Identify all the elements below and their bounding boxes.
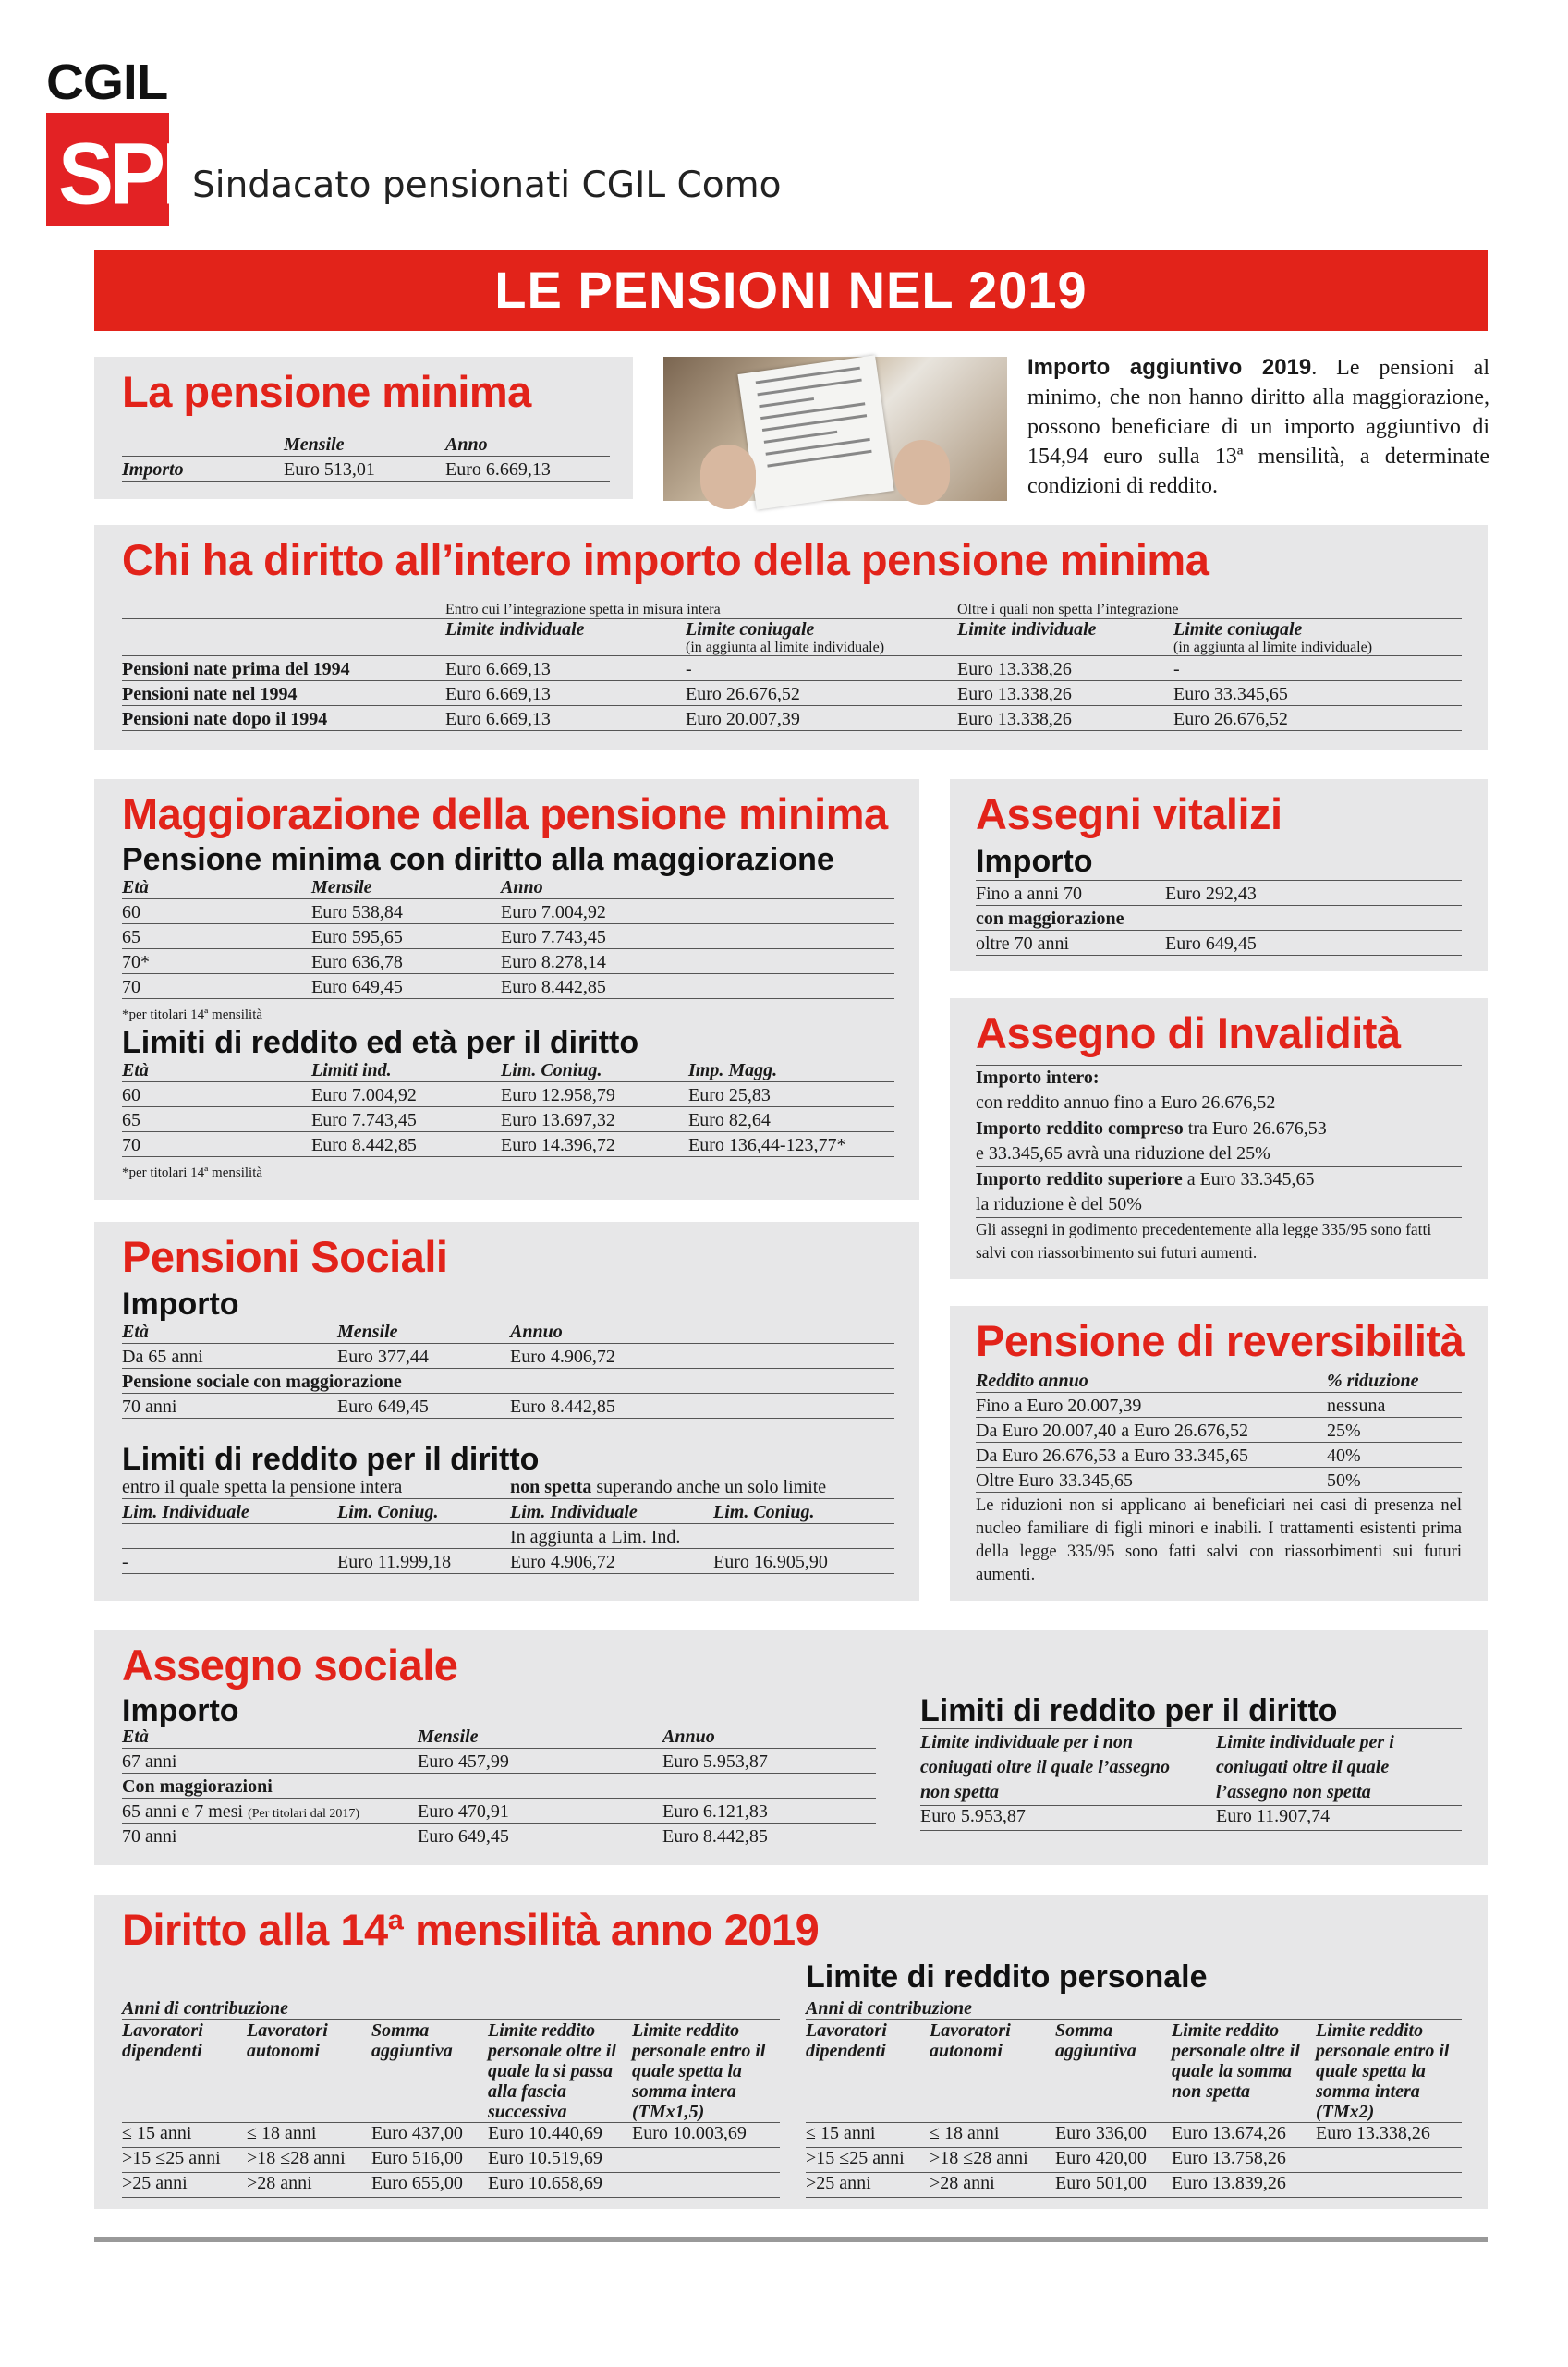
subtitle: Sindacato pensionati CGIL Como — [192, 165, 782, 206]
reversibilita-title: Pensione di reversibilità — [976, 1316, 1465, 1365]
maggiorazione-title: Maggiorazione della pensione minima — [122, 789, 888, 838]
assegni-vitalizi-table: Fino a anni 70 Euro 292,43 con maggiorazione oltre 70 anni Euro 649,45 — [976, 875, 1462, 956]
quattordicesima-table-left: Anni di contribuzione Lavoratori dipendenti Lavoratori autonomi Somma aggiuntiva Limite reddito personale oltre il quale la si passa alla fascia successiva Limite reddito personale entro il quale spetta la somma intera (TMx1,5) ≤ 15 anni ≤ 18 anni Euro 437,00 Euro 10.440,69 Euro 10.003,69 >15 ≤25 anni >18 ≤28 anni Euro 516,00 Euro 10.519,69 >25 anni >28 anni Euro 655,00 Euro 10.658,69 — [122, 1995, 780, 2198]
maggiorazione-table: Età Mensile Anno 60 Euro 538,84 Euro 7.004,92 65 Euro 595,65 Euro 7.743,45 70* Euro 636,78 Euro 8.278,14 70 Euro 649,45 Euro 8.442,85 — [122, 873, 894, 999]
maggiorazione-panel — [94, 779, 919, 1200]
quattordicesima-table-right: Anni di contribuzione Lavoratori dipendenti Lavoratori autonomi Somma aggiuntiva Limite reddito personale oltre il quale la somma non spetta Limite reddito personale entro il quale spetta la somma intera (TMx2) ≤ 15 anni ≤ 18 anni Euro 336,00 Euro 13.674,26 Euro 13.338,26 >15 ≤25 anni >18 ≤28 anni Euro 420,00 Euro 13.758,26 >25 anni >28 anni Euro 501,00 Euro 13.839,26 — [806, 1995, 1462, 2198]
logo-cgil-text: CGIL — [46, 55, 168, 110]
limiti-reddito-eta-subtitle: Limiti di reddito ed età per il diritto — [122, 1025, 639, 1060]
invalidita-text: Importo intero: con reddito annuo fino a Euro 26.676,52 Importo reddito compreso tra Euro 26.676,53 e 33.345,65 avrà una riduzione del 25% Importo reddito superiore a Euro 33.345,65 la riduzione è del 50% Gli assegni in godimento precedentemente alla legge 335/95 sono fatti salvi con riassorbimento sui futuri aumenti. — [976, 1065, 1462, 1264]
sociali-limiti-table: entro il quale spetta la pensione intera non spetta superando anche un solo limite Lim. Individuale Lim. Coniug. Lim. Individuale Lim. Coniug. In aggiunta a Lim. Ind. - Euro 11.999,18 Euro 4.906,72 Euro 16.905,90 — [122, 1473, 894, 1574]
assegno-invalidita-panel — [950, 998, 1488, 1279]
pensioni-sociali-panel — [94, 1222, 919, 1601]
assegno-limiti-table: Limite individuale per i non coniugati oltre il quale l’assegno non spetta Limite individuale per i coniugati oltre il quale l’assegno non spetta Euro 5.953,87 Euro 11.907,74 — [920, 1730, 1462, 1831]
maggiorazione-subtitle: Pensione minima con diritto alla maggiorazione — [122, 842, 834, 877]
reversibilita-panel — [950, 1306, 1488, 1601]
quattordicesima-panel — [94, 1895, 1488, 2209]
chi-ha-diritto-table: Entro cui l’integrazione spetta in misura intera Oltre i quali non spetta l’integrazione Limite individuale Limite coniugale (in aggiunta al limite individuale) Limite individuale Limite coniugale (in aggiunta al limite individuale) Pensioni nate prima del 1994 Euro 6.669,13 - Euro 13.338,26 - Pensioni nate nel 1994 Euro 6.669,13 Euro 26.676,52 Euro 13.338,26 Euro 33.345,65 Pensioni nate dopo il 1994 Euro 6.669,13 Euro 20.007,39 Euro 13.338,26 Euro 26.676,52 — [122, 593, 1462, 731]
importo-aggiuntivo-text: Importo aggiuntivo 2019. Le pensioni al minimo, che non hanno diritto alla maggiorazione, possono beneficiare di un importo aggiuntivo di 154,94 euro sulla 13ª mensilità, a determinate condizioni di reddito. — [1027, 355, 1489, 498]
assegno-invalidita-title: Assegno di Invalidità — [976, 1008, 1401, 1057]
limiti-note: *per titolari 14ª mensilità — [122, 1165, 263, 1180]
assegni-vitalizi-panel — [950, 779, 1488, 971]
assegni-vitalizi-title: Assegni vitalizi — [976, 789, 1282, 838]
footer-divider — [94, 2237, 1488, 2242]
reversibilita-table: Reddito annuo % riduzione Fino a Euro 20.007,39 nessuna Da Euro 20.007,40 a Euro 26.676,52 25% Da Euro 26.676,53 a Euro 33.345,65 40% Oltre Euro 33.345,65 50% — [976, 1367, 1462, 1493]
sociali-limiti-subtitle: Limiti di reddito per il diritto — [122, 1442, 540, 1477]
limiti-reddito-eta-table: Età Limiti ind. Lim. Coniug. Imp. Magg. 60 Euro 7.004,92 Euro 12.958,79 Euro 25,83 65 Euro 7.743,45 Euro 13.697,32 Euro 82,64 70 Euro 8.442,85 Euro 14.396,72 Euro 136,44-123,77* — [122, 1056, 894, 1157]
assegno-limiti-subtitle: Limiti di reddito per il diritto — [920, 1693, 1462, 1729]
pensione-minima-title: La pensione minima — [122, 367, 531, 416]
pension-letter-photo — [663, 357, 1007, 501]
pensione-minima-table: Mensile Anno Importo Euro 513,01 Euro 6.669,13 — [122, 431, 610, 482]
sociali-importo-subtitle: Importo — [122, 1287, 239, 1322]
vitalizi-importo-subtitle: Importo — [976, 844, 1093, 879]
quattordicesima-title: Diritto alla 14ª mensilità anno 2019 — [122, 1905, 820, 1954]
assegno-importo-subtitle: Importo — [122, 1693, 239, 1728]
maggiorazione-note: *per titolari 14ª mensilità — [122, 1007, 263, 1022]
logo-spi-text: SPI — [58, 126, 182, 224]
chi-ha-diritto-panel — [94, 525, 1488, 750]
reversibilita-note: Le riduzioni non si applicano ai beneficiari nei casi di presenza nel nucleo familiare di figli minori e inabili. I trattamenti esistenti prima della legge 335/95 sono fatti salvi con riassorbimenti sui futuri aumenti. — [976, 1496, 1462, 1584]
cgil-spi-logo — [46, 55, 182, 227]
page-title: LE PENSIONI NEL 2019 — [94, 250, 1488, 331]
assegno-sociale-table: Età Mensile Annuo 67 anni Euro 457,99 Euro 5.953,87 Con maggiorazioni 65 anni e 7 mesi (Per titolari dal 2017) Euro 470,91 Euro 6.121,83 70 anni Euro 649,45 Euro 8.442,85 — [122, 1723, 876, 1848]
assegno-sociale-title: Assegno sociale — [122, 1641, 458, 1690]
chi-ha-diritto-title: Chi ha diritto all’intero importo della pensione minima — [122, 535, 1209, 584]
limite-reddito-personale-subtitle: Limite di reddito personale — [806, 1959, 1208, 1995]
pensione-minima-panel — [94, 357, 633, 499]
pensioni-sociali-title: Pensioni Sociali — [122, 1232, 448, 1281]
pensioni-sociali-table: Età Mensile Annuo Da 65 anni Euro 377,44 Euro 4.906,72 Pensione sociale con maggiorazione 70 anni Euro 649,45 Euro 8.442,85 — [122, 1318, 894, 1419]
assegno-sociale-panel — [94, 1630, 1488, 1865]
